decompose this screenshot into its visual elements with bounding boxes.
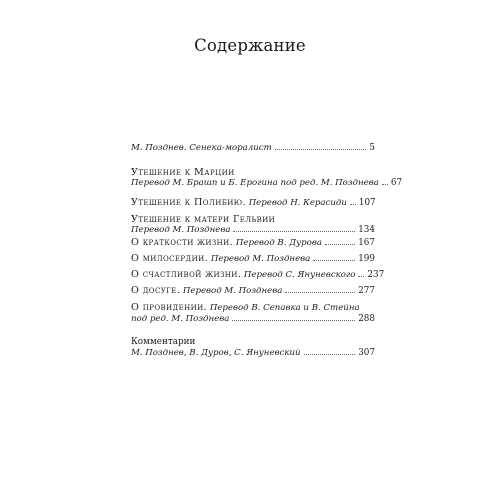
entry-translator: Перевод В. Дурова: [235, 238, 322, 248]
entry-translator: Перевод Н. Керасиди: [248, 198, 347, 208]
toc-entry-happy-life[interactable]: [131, 269, 385, 281]
dot-leader: [358, 276, 364, 277]
entry-authors: М. Позднев, В. Дуров, С. Януневский: [131, 348, 301, 358]
entry-heading: Утешение к Полибию.: [131, 197, 246, 208]
toc-entry-polybius[interactable]: [131, 197, 375, 209]
page-number: 199: [358, 254, 375, 264]
entry-heading: Утешение к Марции: [131, 167, 235, 178]
toc-entry-comments[interactable]: [131, 337, 375, 359]
dot-leader: [275, 149, 367, 150]
entry-heading: О провидении.: [131, 302, 208, 313]
dot-leader: [304, 354, 356, 355]
entry-translator: Перевод М. Позднева: [182, 286, 283, 296]
page-number: 107: [358, 198, 376, 208]
entry-translator: Перевод М. Позднева: [131, 225, 231, 235]
page-number: 5: [369, 143, 375, 153]
entry-heading: О милосердии.: [131, 253, 209, 264]
dot-leader: [233, 231, 355, 232]
entry-heading: О досуге.: [131, 285, 181, 296]
dot-leader: [313, 260, 355, 261]
entry-heading: О краткости жизни.: [131, 237, 234, 248]
page-number: 237: [367, 270, 385, 280]
page-number: 288: [358, 314, 375, 324]
entry-heading: Утешение к матери Гельвии: [131, 214, 276, 225]
toc-entry-providence[interactable]: [131, 302, 375, 325]
entry-heading: Комментарии: [131, 337, 196, 347]
toc-entry-marcia[interactable]: [131, 167, 403, 189]
entry-translator: Перевод М. Позднева: [210, 254, 311, 264]
dot-leader: [232, 320, 355, 321]
entry-heading: О счастливой жизни.: [131, 269, 242, 280]
toc-entry-clemency[interactable]: [131, 253, 375, 265]
dot-leader: [285, 292, 355, 293]
page-number: 277: [358, 286, 375, 296]
page-title: Содержание: [194, 36, 306, 55]
toc-entry-leisure[interactable]: [131, 285, 375, 297]
toc-entry-helvia[interactable]: [131, 214, 375, 236]
toc-entry-brevity[interactable]: [131, 237, 375, 249]
dot-leader: [325, 244, 355, 245]
page-number: 134: [358, 225, 375, 235]
toc-entry-intro[interactable]: [131, 143, 375, 154]
entry-text: М. Позднев. Сенека-моралист: [131, 143, 272, 153]
entry-translator: Перевод В. Сепавка и В. Стейна: [209, 303, 360, 313]
entry-translator: Перевод С. Януневского: [243, 270, 356, 280]
dot-leader: [382, 184, 388, 185]
page-number: 307: [358, 348, 375, 358]
dot-leader: [350, 204, 356, 205]
page-number: 67: [390, 178, 403, 188]
page-number: 167: [358, 238, 375, 248]
entry-editor: под ред. М. Позднева: [131, 314, 230, 324]
entry-translator: Перевод М. Брашп и Б. Ерогина под ред. М. Позднева: [131, 178, 379, 188]
